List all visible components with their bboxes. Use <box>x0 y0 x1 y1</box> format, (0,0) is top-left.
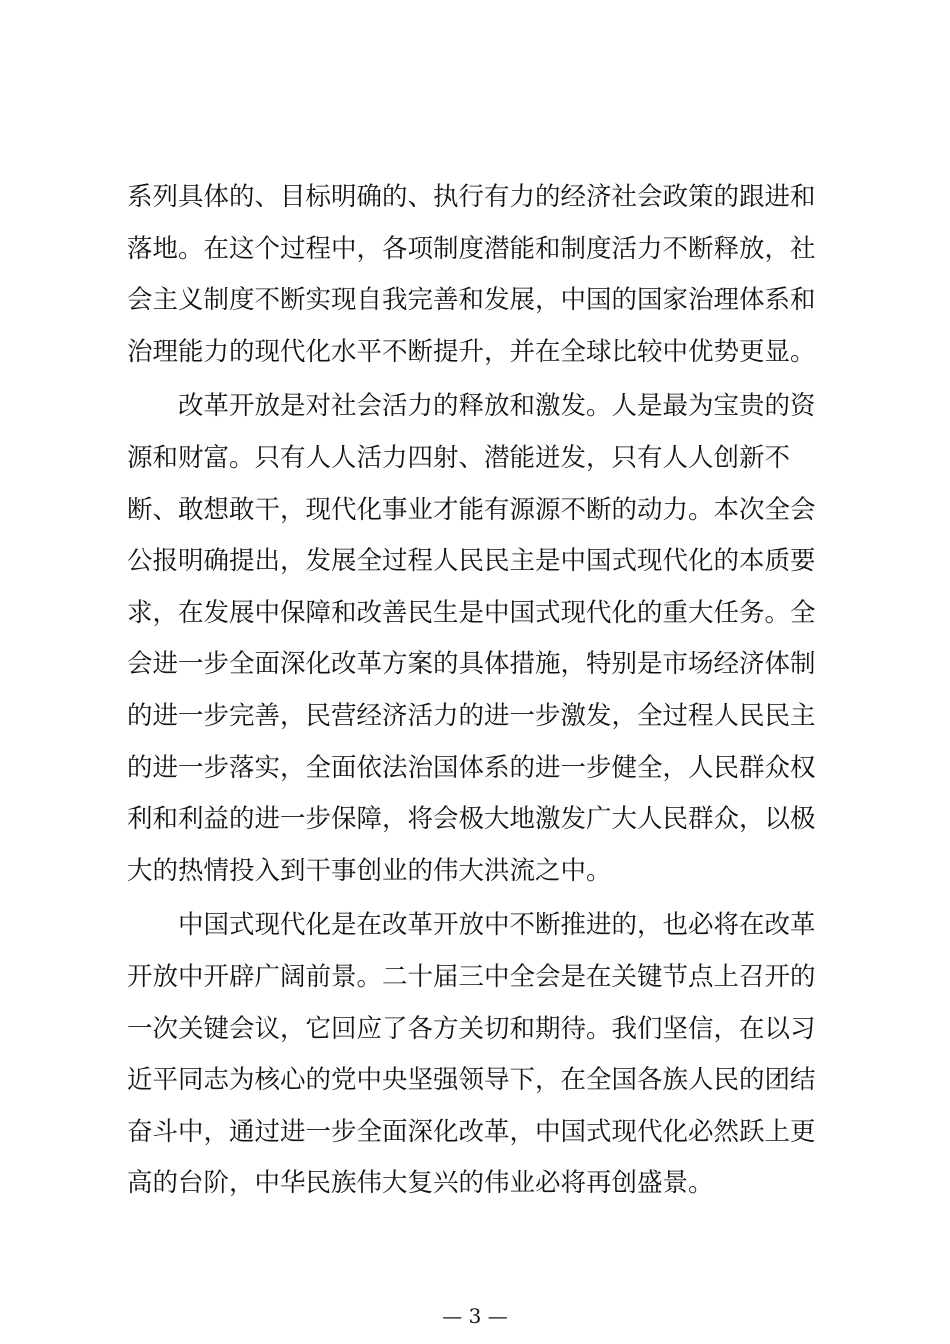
text-line: 大的热情投入到干事创业的伟大洪流之中。 <box>127 855 612 886</box>
text-line: 断、敢想敢干，现代化事业才能有源源不断的动力。本次全会 <box>127 494 816 525</box>
page-number: — 3 — <box>442 1304 508 1328</box>
text-line: 的进一步完善，民营经济活力的进一步激发，全过程人民民主 <box>127 700 816 731</box>
text-line: 改革开放是对社会活力的释放和激发。人是最为宝贵的资 <box>127 391 816 422</box>
text-line: 近平同志为核心的党中央坚强领导下，在全国各族人民的团结 <box>127 1065 816 1096</box>
text-line: 系列具体的、目标明确的、执行有力的经济社会政策的跟进和 <box>127 182 816 212</box>
text-line: 利和利益的进一步保障，将会极大地激发广大人民群众，以极 <box>127 804 816 835</box>
paragraph <box>127 172 827 378</box>
text-line: 公报明确提出，发展全过程人民民主是中国式现代化的本质要 <box>127 546 816 577</box>
text-line: 求，在发展中保障和改善民生是中国式现代化的重大任务。全 <box>127 597 816 628</box>
text-line: 奋斗中，通过进一步全面深化改革，中国式现代化必然跃上更 <box>127 1116 816 1147</box>
paragraph <box>127 900 827 1210</box>
text-line: 会主义制度不断实现自我完善和发展，中国的国家治理体系和 <box>127 285 816 316</box>
text-line: 会进一步全面深化改革方案的具体措施，特别是市场经济体制 <box>127 649 816 680</box>
paragraph <box>127 381 827 897</box>
text-line: 一次关键会议，它回应了各方关切和期待。我们坚信，在以习 <box>127 1013 816 1044</box>
body-text <box>127 172 827 1210</box>
text-line: 高的台阶，中华民族伟大复兴的伟业必将再创盛景。 <box>127 1168 714 1199</box>
text-line: 源和财富。只有人人活力四射、潜能迸发，只有人人创新不 <box>127 442 791 473</box>
text-line: 治理能力的现代化水平不断提升，并在全球比较中优势更显。 <box>127 336 816 367</box>
text-line: 中国式现代化是在改革开放中不断推进的，也必将在改革 <box>127 910 816 941</box>
text-line: 落地。在这个过程中，各项制度潜能和制度活力不断释放，社 <box>127 233 816 264</box>
text-line: 开放中开辟广阔前景。二十届三中全会是在关键节点上召开的 <box>127 961 816 992</box>
text-line: 的进一步落实，全面依法治国体系的进一步健全，人民群众权 <box>127 752 816 783</box>
